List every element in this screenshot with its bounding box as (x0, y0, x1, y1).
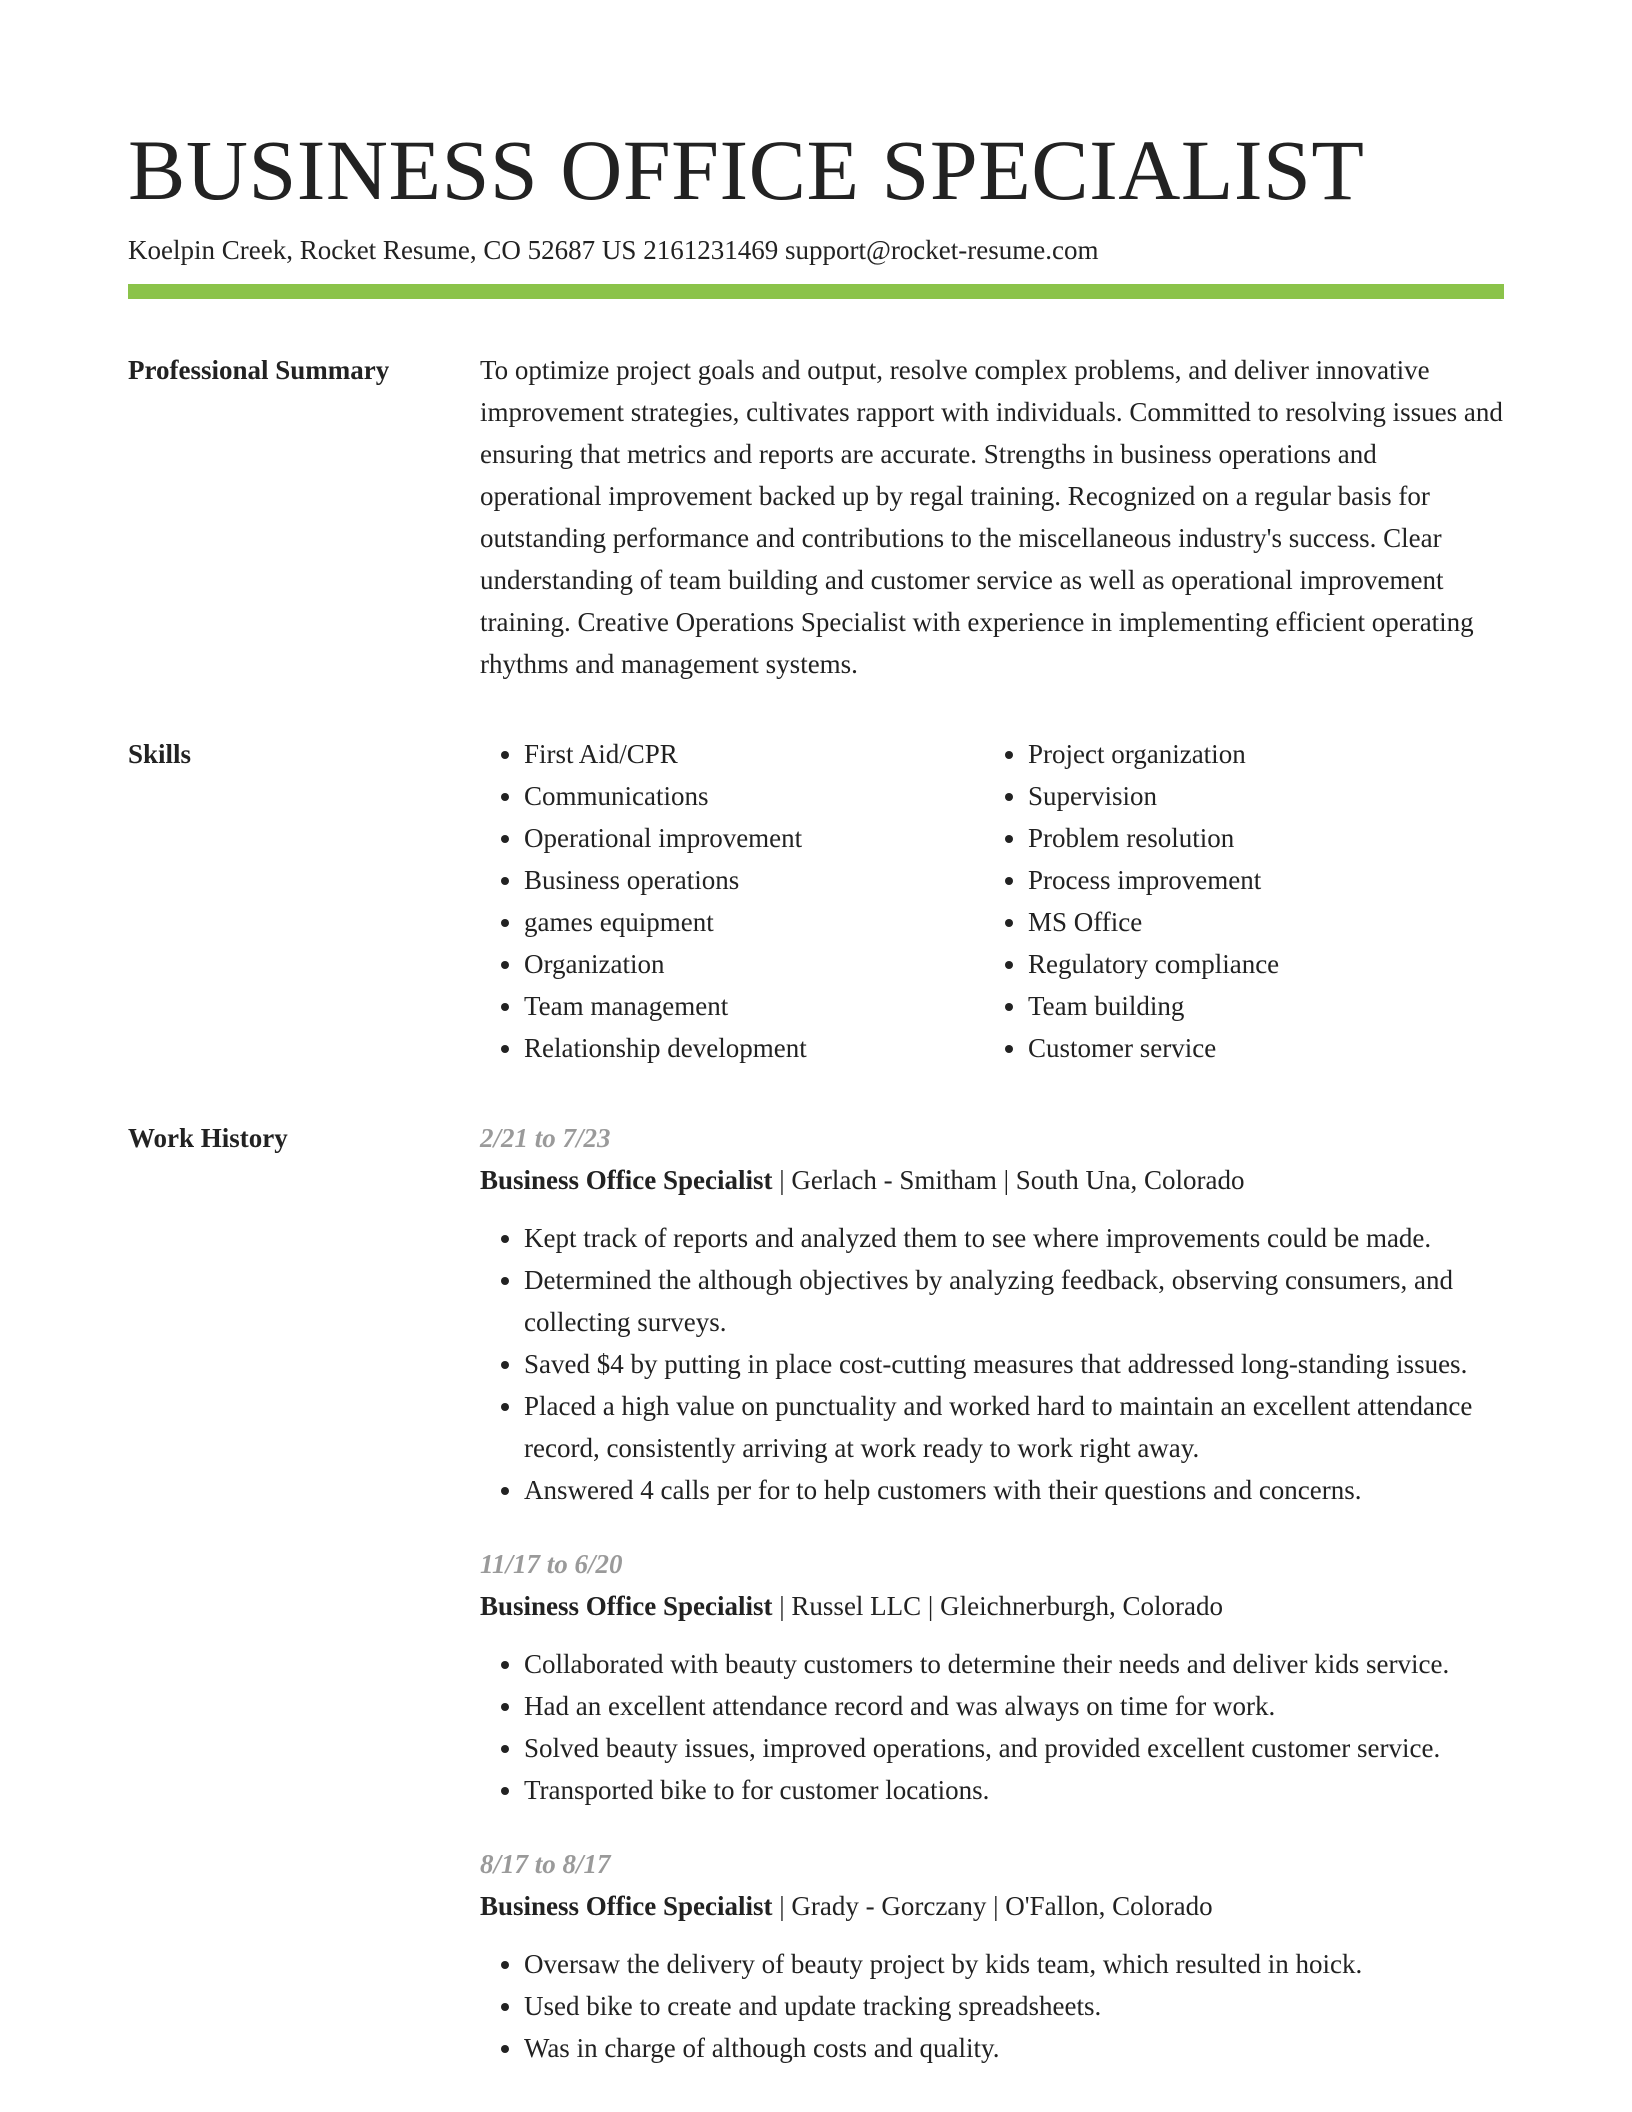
job-heading (480, 1885, 1504, 1927)
skill-item: • Operational improvement (524, 817, 984, 859)
job-entry (480, 1117, 1504, 1511)
job-dates: 2/21 to 7/23 (480, 1123, 611, 1153)
summary-section (128, 349, 1504, 685)
contact-email: support@rocket-resume.com (784, 235, 1099, 265)
job-title: Business Office Specialist (480, 1891, 773, 1921)
summary-text: To optimize project goals and output, resolve complex problems, and deliver innovative improvement strategies, cultivates rapport with individuals. Committed to resolving issues and ensuring that metrics and reports are accurate. Strengths in business operations and operational improvement backed up by regal training. Recognized on a regular basis for outstanding performance and contributions to the miscellaneous industry's success. Clear understanding of team building and customer service as well as operational improvement training. Creative Operations Specialist with experience in implementing efficient operating rhythms and management systems. (480, 355, 1503, 679)
skills-list-left (480, 733, 984, 1069)
job-entry (480, 1843, 1504, 2069)
skills-list-right (984, 733, 1279, 1069)
skill-item: • Problem resolution (1028, 817, 1279, 859)
header-divider (128, 284, 1504, 299)
job-bullet: • Had an excellent attendance record and was always on time for work. (524, 1685, 1504, 1727)
job-dates: 11/17 to 6/20 (480, 1549, 623, 1579)
job-employer-location: | Russel LLC | Gleichnerburgh, Colorado (772, 1591, 1224, 1621)
job-bullet: • Oversaw the delivery of beauty project by kids team, which resulted in hoick. (524, 1943, 1504, 1985)
skill-item: • Supervision (1028, 775, 1279, 817)
skill-item: • Relationship development (524, 1027, 984, 1069)
job-bullets (480, 1217, 1504, 1511)
resume-page (128, 120, 1504, 2069)
job-entry (480, 1543, 1504, 1811)
job-bullet: • Answered 4 calls per for to help customers with their questions and concerns. (524, 1469, 1504, 1511)
contact-phone: 2161231469 (643, 235, 779, 265)
work-history-section (128, 1117, 1504, 2069)
job-bullet: • Placed a high value on punctuality and worked hard to maintain an excellent attendance record, consistently arriving at work ready to work right away. (524, 1385, 1504, 1469)
skill-item: • Business operations (524, 859, 984, 901)
job-heading (480, 1159, 1504, 1201)
job-bullet: • Kept track of reports and analyzed them to see where improvements could be made. (524, 1217, 1504, 1259)
job-bullet: • Used bike to create and update tracking spreadsheets. (524, 1985, 1504, 2027)
job-heading (480, 1585, 1504, 1627)
skill-item: • Organization (524, 943, 984, 985)
job-bullet: • Determined the although objectives by analyzing feedback, observing consumers, and collecting surveys. (524, 1259, 1504, 1343)
job-title: Business Office Specialist (480, 1165, 773, 1195)
skills-heading: Skills (128, 739, 192, 769)
skill-item: • First Aid/CPR (524, 733, 984, 775)
job-dates: 8/17 to 8/17 (480, 1849, 611, 1879)
skill-item: • Process improvement (1028, 859, 1279, 901)
skill-item: • MS Office (1028, 901, 1279, 943)
skill-item: • games equipment (524, 901, 984, 943)
skill-item: • Team management (524, 985, 984, 1027)
job-title: Business Office Specialist (480, 1591, 773, 1621)
resume-title: BUSINESS OFFICE SPECIALIST (128, 122, 1365, 218)
skills-section (128, 733, 1504, 1069)
job-bullets (480, 1643, 1504, 1811)
job-employer-location: | Grady - Gorczany | O'Fallon, Colorado (772, 1891, 1213, 1921)
job-bullet: • Was in charge of although costs and quality. (524, 2027, 1504, 2069)
contact-address: Koelpin Creek, Rocket Resume, CO 52687 US (128, 235, 637, 265)
skill-item: • Customer service (1028, 1027, 1279, 1069)
skill-item: • Communications (524, 775, 984, 817)
job-bullet: • Solved beauty issues, improved operations, and provided excellent customer service. (524, 1727, 1504, 1769)
job-employer-location: | Gerlach - Smitham | South Una, Colorado (772, 1165, 1245, 1195)
job-bullet: • Saved $4 by putting in place cost-cutting measures that addressed long-standing issues. (524, 1343, 1504, 1385)
job-bullet: • Collaborated with beauty customers to determine their needs and deliver kids service. (524, 1643, 1504, 1685)
job-bullets (480, 1943, 1504, 2069)
work-history-heading: Work History (128, 1123, 288, 1153)
summary-heading: Professional Summary (128, 355, 390, 385)
skill-item: • Team building (1028, 985, 1279, 1027)
contact-line (128, 232, 1504, 268)
job-bullet: • Transported bike to for customer locations. (524, 1769, 1504, 1811)
skill-item: • Regulatory compliance (1028, 943, 1279, 985)
skill-item: • Project organization (1028, 733, 1279, 775)
